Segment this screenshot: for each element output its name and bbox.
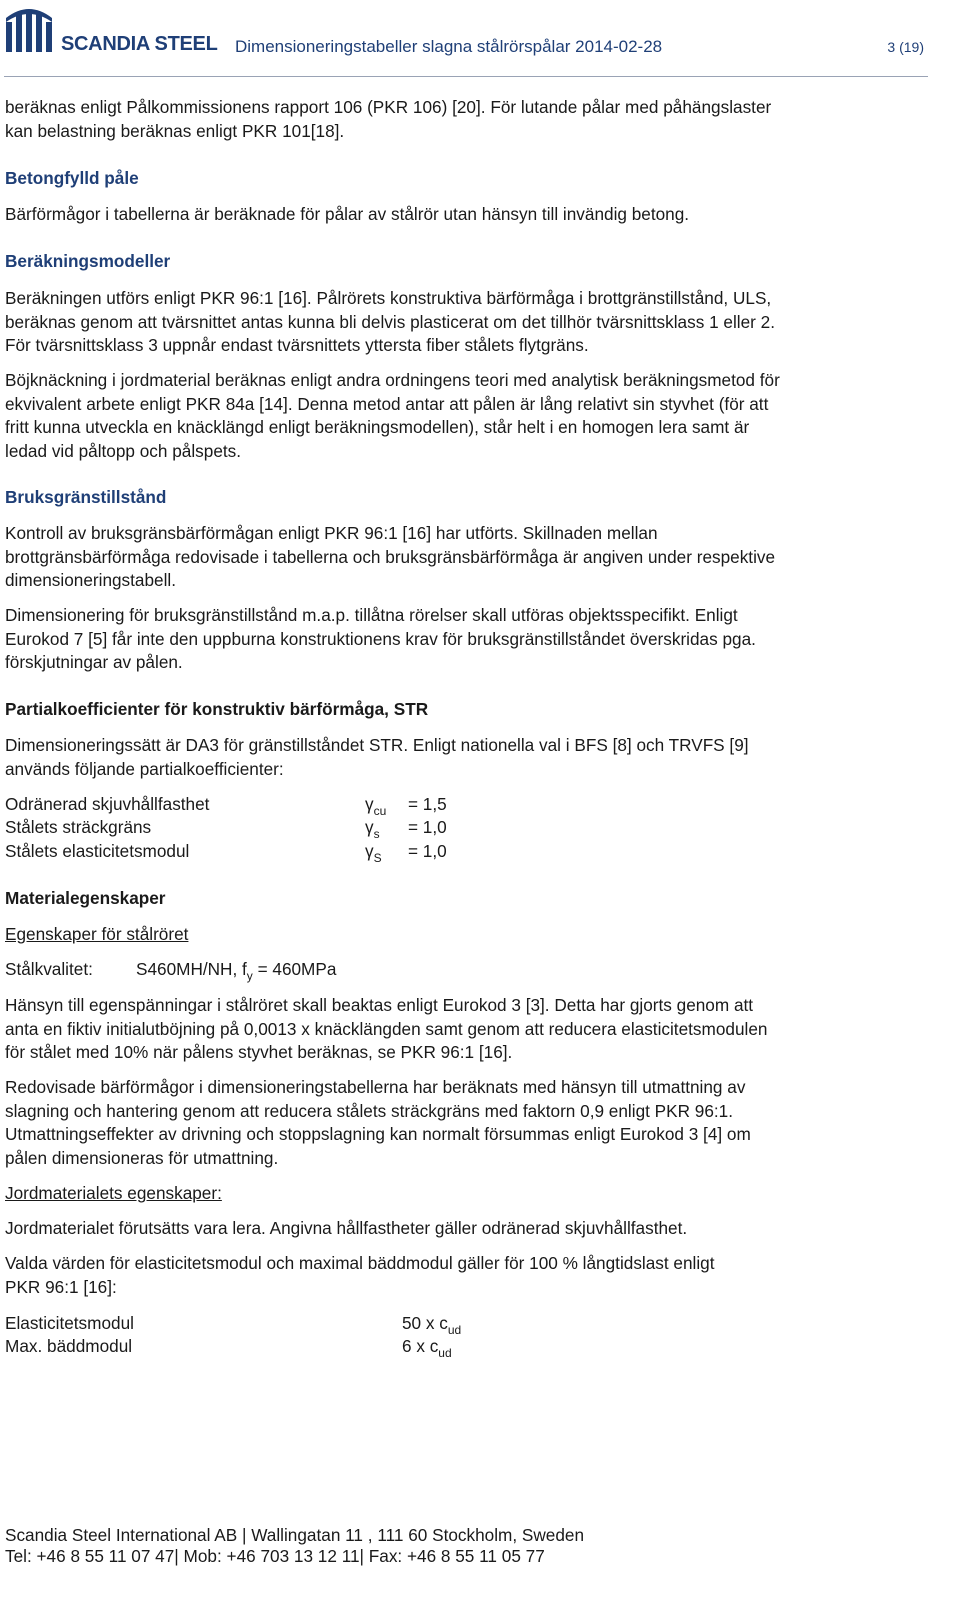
text-line: Redovisade bärförmågor i dimensioneringstabellerna har beräknats med hänsyn till utmattning av (5, 1077, 746, 1097)
header-divider (4, 76, 928, 77)
betong-paragraph: Bärförmågor i tabellerna är beräknade för pålar av stålrör utan hänsyn till invändig betong. (5, 204, 690, 224)
text-line: beräknas enligt Pålkommissionens rapport 106 (PKR 106) [20]. För lutande pålar med påhängslaster (5, 97, 772, 117)
bruks-paragraph-2 (5, 604, 927, 675)
coefficient-value: = 1,0 (408, 817, 447, 837)
text-line: beräknas genom att tvärsnittet antas kunna bli delvis plasticerat om det tillhör tvärsnittsklass 1 eller 2. (5, 311, 775, 332)
text-line: Utmattningseffekter av drivning och stoppslagning kan normalt försummas enligt Eurokod 3 [4] om (5, 1124, 751, 1144)
modulus-label: Elasticitetsmodul (5, 1313, 134, 1333)
page-footer (5, 1525, 927, 1567)
text-line: brottgränsbärförmåga redovisade i tabellerna och bruksgränsbärförmåga är angiven under respektive (5, 546, 776, 567)
soil-properties-heading: Jordmaterialets egenskaper: (5, 1183, 222, 1203)
text-line: Dimensionering för bruksgränstillstånd m.a.p. tillåtna rörelser skall utföras objektsspecifikt. Enligt (5, 605, 738, 625)
modulus-value: 6 x $c_{ud}$ (402, 1336, 452, 1360)
bruks-paragraph-1 (5, 522, 927, 593)
text-line: Böjknäckning i jordmaterial beräknas enligt andra ordningens teori med analytisk beräkningsmetod för (5, 370, 780, 390)
partial-paragraph (5, 734, 927, 781)
modulus-value: 50 x $c_{ud}$ (402, 1313, 462, 1337)
text-line: för stålet med 10% när pålens styvhet beräknas, se PKR 96:1 [16]. (5, 1042, 513, 1062)
text-line: Dimensioneringssätt är DA3 för gränstillståndet STR. Enligt nationella val i BFS [8] och TRVFS [9] (5, 735, 749, 755)
text-line: slagning och hantering genom att reducera stålets sträckgräns med faktorn 0,9 enligt PKR 96:1. (5, 1100, 734, 1121)
document-title: Dimensioneringstabeller slagna stålrörspålar 2014-02-28 (235, 37, 663, 56)
coefficient-symbol: $\gamma_s$ (365, 817, 380, 841)
steel-grade-value: S460MH/NH, $f_y = 460MPa$ (136, 959, 337, 983)
berakningsmodeller-paragraph-1 (5, 287, 927, 358)
soil-paragraph-1: Jordmaterialet förutsätts vara lera. Angivna hållfastheter gäller odränerad skjuvhållfasthet. (5, 1218, 688, 1238)
text-line: anta en fiktiv initialutböjning på 0,0013 x knäcklängden samt genom att reducera elasticitetsmodulen (5, 1018, 768, 1039)
scandia-steel-logo-icon (4, 4, 54, 52)
text-line: Beräkningen utförs enligt PKR 96:1 [16]. Pålrörets konstruktiva bärförmåga i brottgränstillstånd, ULS, (5, 288, 772, 308)
section-heading-partialkoefficienter: Partialkoefficienter för konstruktiv bärförmåga, STR (5, 699, 429, 719)
text-line: Kontroll av bruksgränsbärförmågan enligt PKR 96:1 [16] har utförts. Skillnaden mellan (5, 523, 658, 543)
text-line: PKR 96:1 [16]: (5, 1276, 117, 1297)
page-number: 3 (19) (887, 39, 924, 55)
coefficient-label: Odränerad skjuvhållfasthet (5, 794, 210, 814)
section-heading-berakningsmodeller: Beräkningsmodeller (5, 251, 171, 271)
text-line: förskjutningar av pålen. (5, 652, 183, 672)
soil-paragraph-2 (5, 1252, 927, 1299)
text-line: används följande partialkoefficienter: (5, 758, 284, 779)
coefficient-symbol: $\gamma_{cu}$ (365, 794, 387, 818)
text-line: pålen dimensioneras för utmattning. (5, 1147, 279, 1168)
text-line: kan belastning beräknas enligt PKR 101[18]. (5, 120, 345, 141)
coefficient-value: = 1,5 (408, 794, 447, 814)
text-line: Hänsyn till egenspänningar i stålröret skall beaktas enligt Eurokod 3 [3]. Detta har gjorts genom att (5, 995, 754, 1015)
coefficient-symbol: $\gamma_S$ (365, 841, 382, 865)
page-header (0, 0, 960, 80)
footer-contact: Tel: +46 8 55 11 07 47| Mob: +46 703 13 12 11| Fax: +46 8 55 11 05 77 (5, 1546, 545, 1566)
text-line: Eurokod 7 [5] får inte den uppburna konstruktionens krav för bruksgränstillståndet överskridas pga. (5, 628, 756, 649)
intro-paragraph (5, 96, 927, 143)
modulus-label: Max. bäddmodul (5, 1336, 133, 1356)
section-heading-bruksgranstillstand: Bruksgränstillstånd (5, 487, 167, 507)
text-line: fritt kunna utveckla en knäcklängd enligt beräkningsmodellen), står helt i en homogen lera samt är (5, 417, 750, 437)
brand-name: SCANDIA STEEL (61, 33, 218, 55)
text-line: ledad vid påltopp och pålspets. (5, 440, 242, 461)
section-heading-betongfylld: Betongfylld påle (5, 168, 139, 188)
section-heading-materialegenskaper: Materialegenskaper (5, 888, 166, 908)
coefficient-label: Stålets elasticitetsmodul (5, 841, 190, 861)
text-line: För tvärsnittsklass 3 uppnår endast tvärsnittets yttersta fiber stålets flytgräns. (5, 335, 589, 355)
coefficient-label: Stålets sträckgräns (5, 817, 152, 837)
coefficient-value: = 1,0 (408, 841, 447, 861)
footer-address: Scandia Steel International AB | Wallingatan 11 , 111 60 Stockholm, Sweden (5, 1525, 585, 1545)
berakningsmodeller-paragraph-2 (5, 369, 927, 463)
steel-grade-label: Stålkvalitet: (5, 959, 93, 979)
text-line: dimensioneringstabell. (5, 570, 177, 590)
material-paragraph-2 (5, 1076, 927, 1170)
text-line: ekvivalent arbete enligt PKR 84a [14]. Denna metod antar att pålen är lång relativt sin styvhet (för att (5, 393, 769, 414)
text-line: Valda värden för elasticitetsmodul och maximal bäddmodul gäller för 100 % långtidslast enligt (5, 1253, 715, 1273)
material-paragraph-1 (5, 994, 927, 1065)
steel-properties-heading: Egenskaper för stålröret (5, 924, 189, 944)
